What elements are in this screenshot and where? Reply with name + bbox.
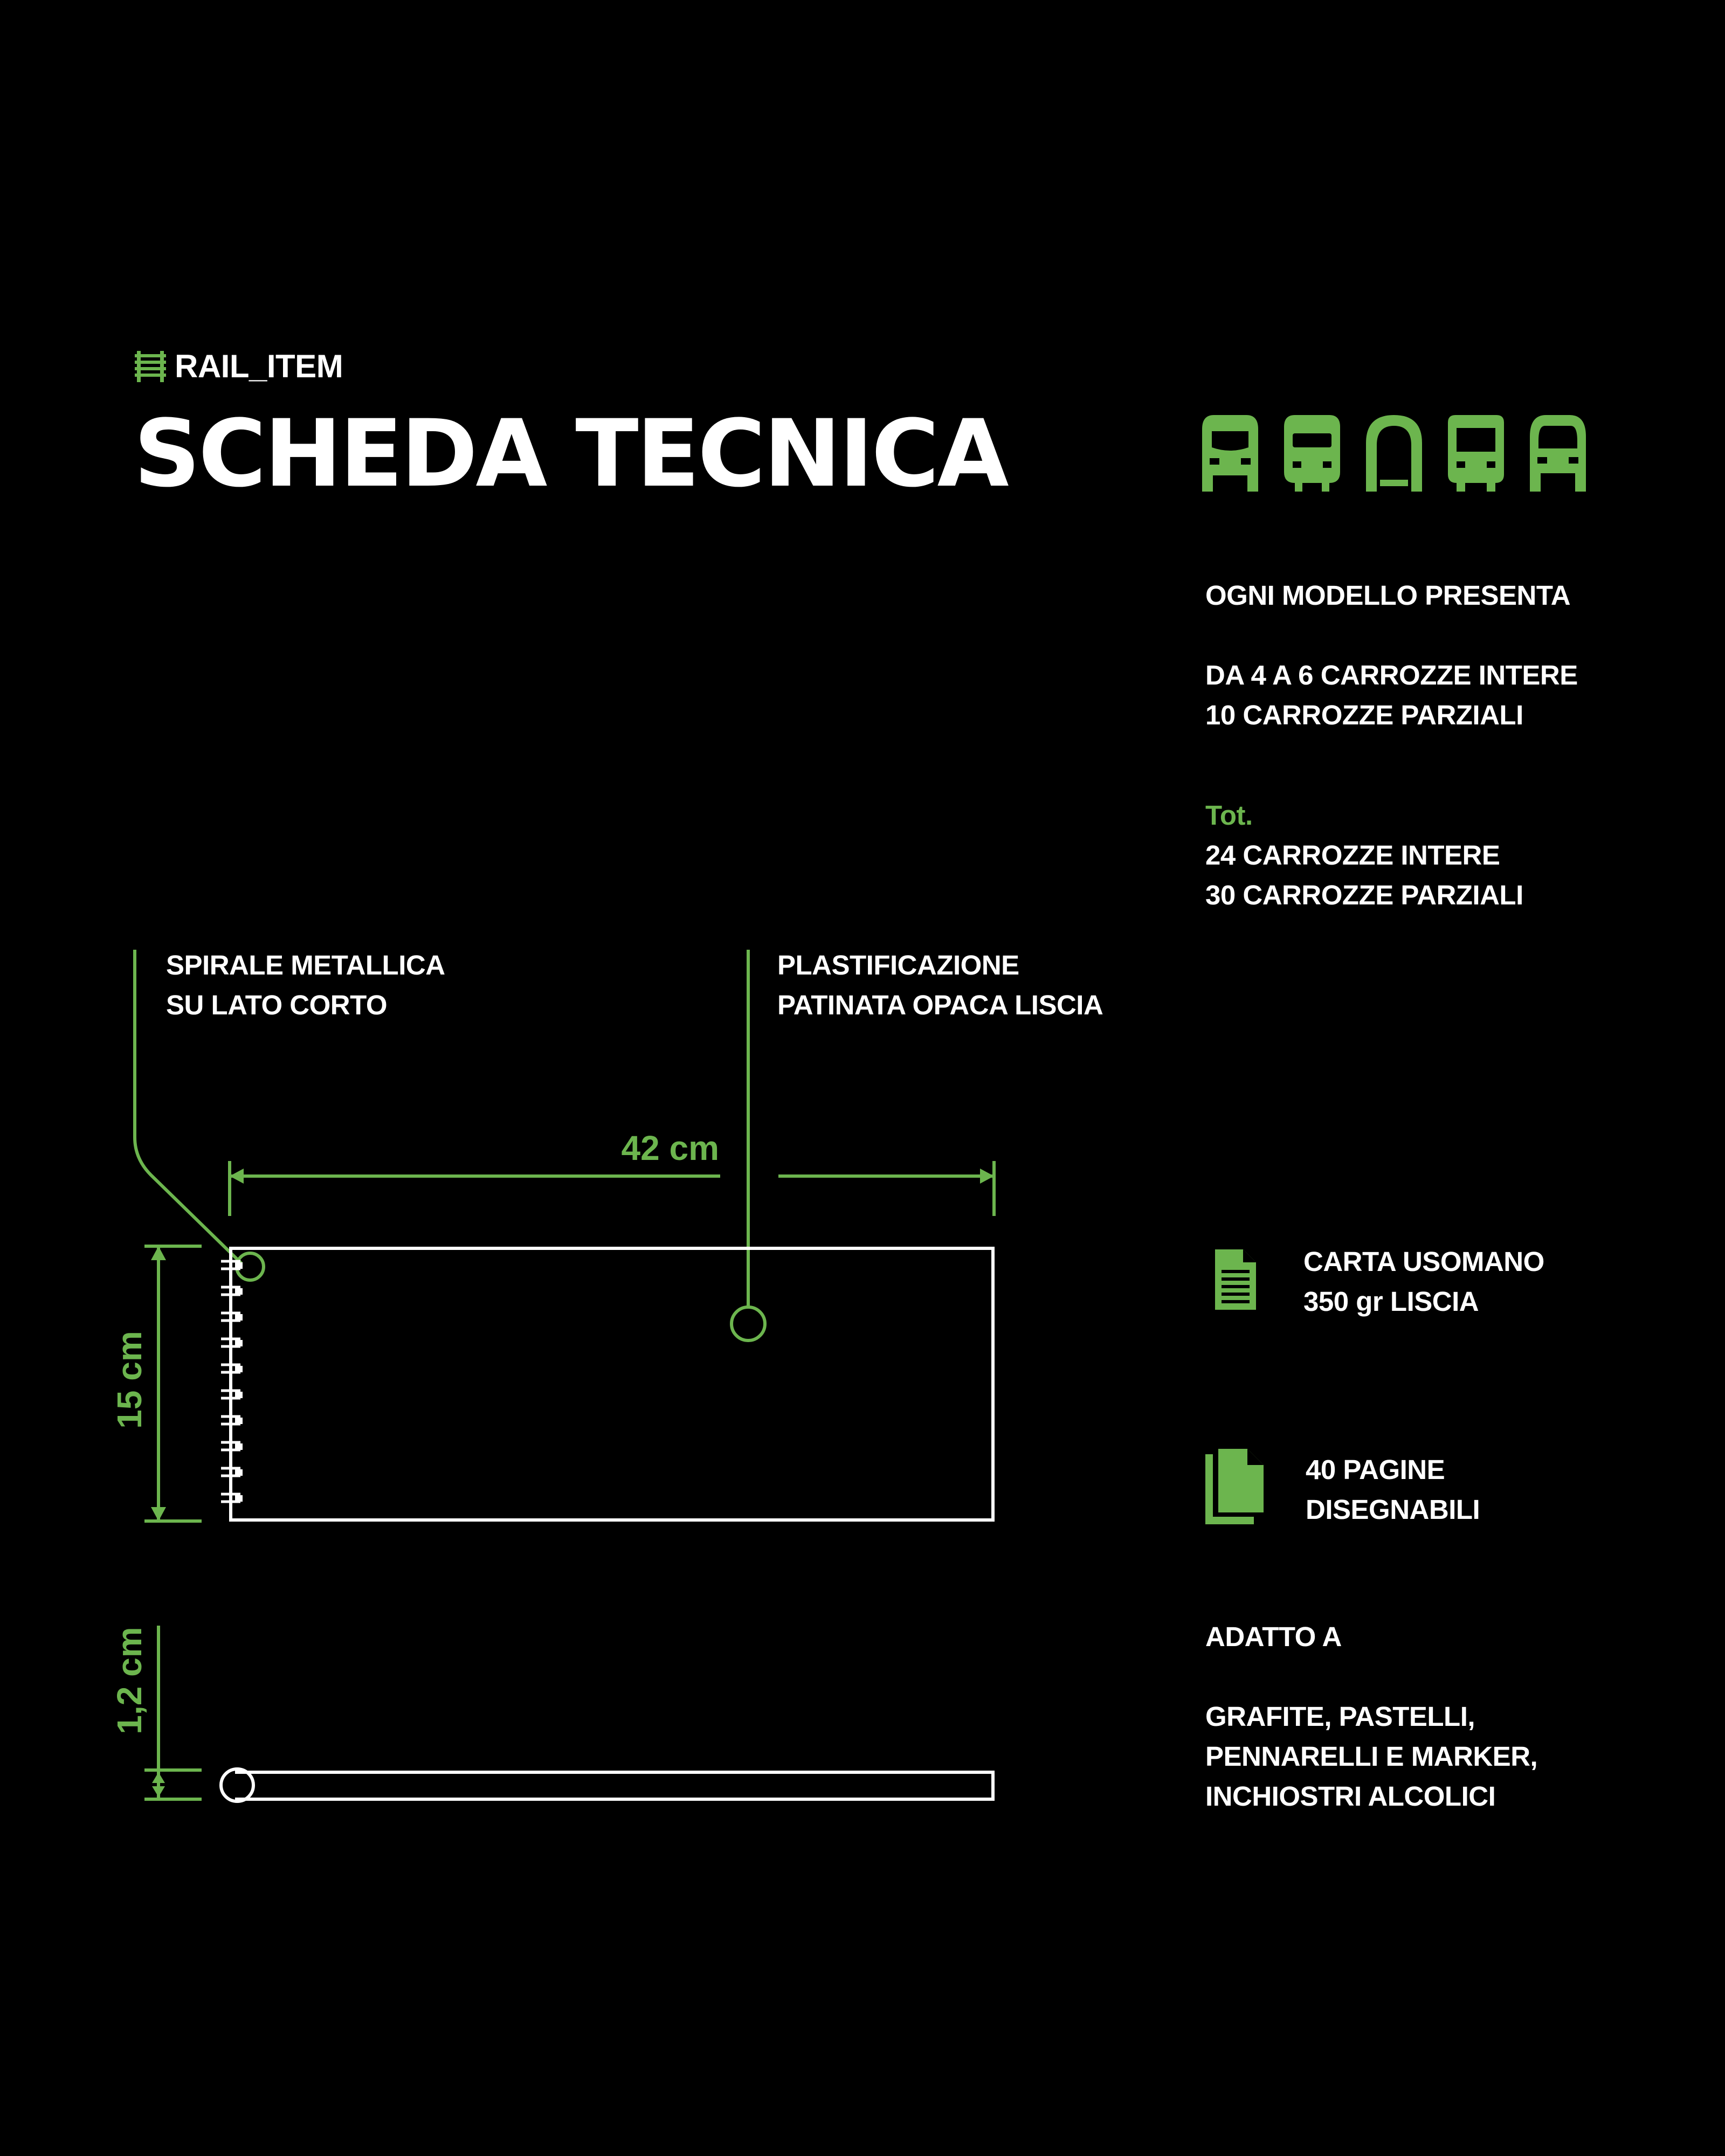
models-spec [1205, 576, 1578, 735]
paper-weight: 350 gr LISCIA [1303, 1286, 1479, 1317]
lamination-callout-marker [732, 1307, 765, 1340]
paper-type: CARTA USOMANO [1303, 1246, 1544, 1277]
width-dimension-label: 42 cm [621, 1129, 719, 1167]
pages-drawable: DISEGNABILI [1306, 1494, 1480, 1525]
thickness-dimension-label: 1,2 cm [110, 1627, 149, 1735]
usage-heading: ADATTO A [1205, 1621, 1342, 1652]
lamination-callout [777, 945, 1103, 1025]
totals-partial-cars: 30 CARROZZE PARZIALI [1205, 880, 1523, 910]
totals-spec [1205, 796, 1523, 915]
page-title: SCHEDA TECNICA [134, 399, 1007, 508]
rail-track-icon [134, 350, 167, 383]
train-icons [1202, 415, 1586, 492]
height-dimension [144, 1246, 202, 1521]
totals-full-cars: 24 CARROZZE INTERE [1205, 840, 1500, 870]
totals-label: Tot. [1205, 800, 1253, 831]
width-dimension [230, 1161, 994, 1216]
train-front-icon-5 [1530, 415, 1586, 492]
height-dimension-label: 15 cm [110, 1331, 149, 1429]
document-icon [1205, 1249, 1266, 1310]
paper-spec [1205, 1242, 1544, 1322]
spiral-callout [166, 945, 445, 1025]
pages-icon [1205, 1449, 1268, 1524]
usage-line3: INCHIOSTRI ALCOLICI [1205, 1781, 1496, 1812]
train-front-icon-4 [1448, 415, 1504, 492]
models-intro: OGNI MODELLO PRESENTA [1205, 580, 1571, 611]
lamination-callout-line2: PATINATA OPACA LISCIA [777, 990, 1103, 1020]
notebook-side-view [235, 1772, 993, 1799]
models-full-cars: DA 4 A 6 CARROZZE INTERE [1205, 660, 1578, 690]
notebook-front-view [231, 1248, 993, 1520]
lamination-callout-line1: PLASTIFICAZIONE [777, 950, 1019, 980]
spiral-callout-line2: SU LATO CORTO [166, 990, 388, 1020]
thickness-dimension [144, 1626, 202, 1799]
train-front-icon-2 [1284, 415, 1340, 492]
spiral-callout-line1: SPIRALE METALLICA [166, 950, 445, 980]
usage-line1: GRAFITE, PASTELLI, [1205, 1701, 1475, 1732]
pages-count: 40 PAGINE [1306, 1454, 1445, 1485]
models-partial-cars: 10 CARROZZE PARZIALI [1205, 700, 1523, 730]
usage-line2: PENNARELLI E MARKER, [1205, 1741, 1538, 1772]
usage-spec [1205, 1617, 1537, 1816]
train-front-icon-1 [1202, 415, 1258, 492]
pages-spec [1205, 1450, 1480, 1530]
train-front-icon-3 [1366, 415, 1422, 492]
brand [134, 345, 343, 388]
brand-name: RAIL_ITEM [175, 348, 343, 384]
